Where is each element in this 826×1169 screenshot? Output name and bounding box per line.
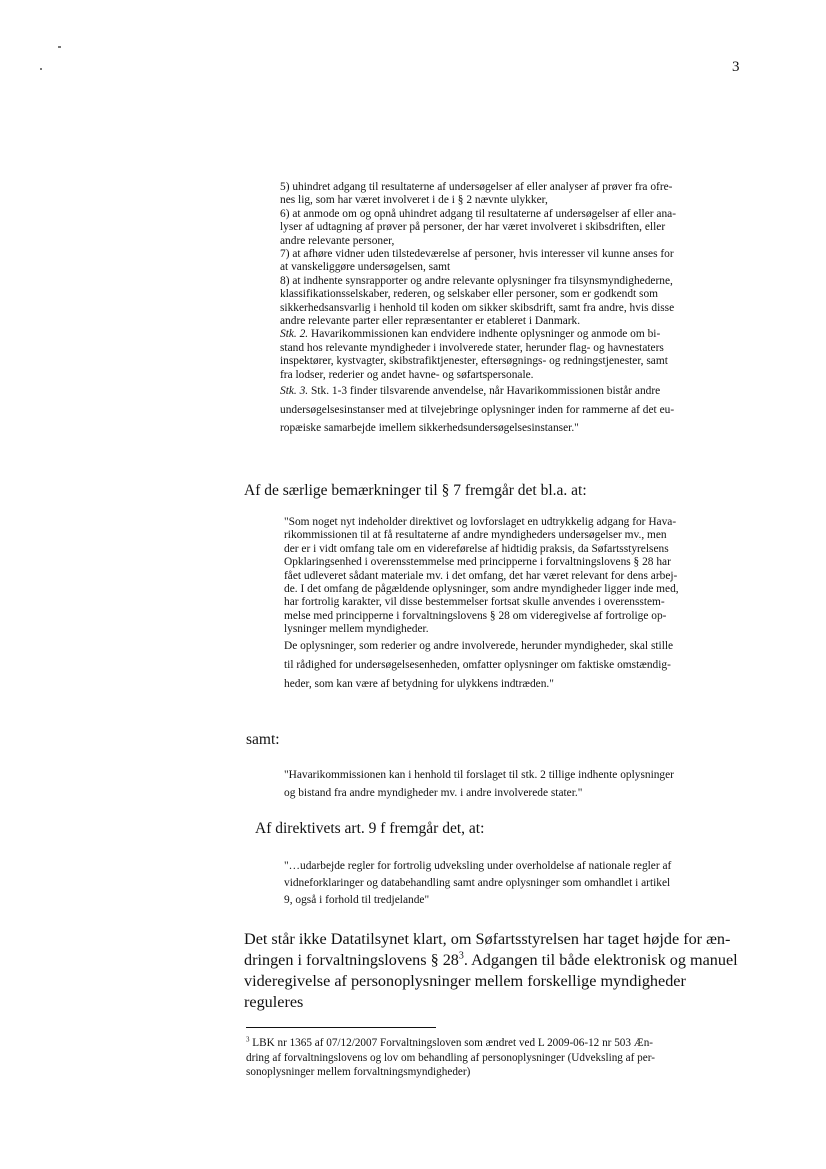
section-heading: samt: [246, 731, 280, 748]
body-line: videregivelse af personoplysninger mellem forskellige myndigheder reguleres [244, 972, 686, 1011]
stk2-label: Stk. 2. [280, 328, 309, 341]
stk2-quote [284, 766, 740, 802]
body-text: . Adgangen til både elektronisk og manuel [463, 951, 738, 969]
quote-line: klassifikationsselskaber, rederen, og selskaber eller personer, som er godkendt som [280, 288, 659, 301]
footnote-line: dring af forvaltningslovens og lov om behandling af personoplysninger (Udveksling af per- [246, 1051, 655, 1064]
quote-line: Opklaringsenhed i overensstemmelse med principperne i forvaltningslovens § 28 har [284, 556, 671, 569]
body-line: Det står ikke Datatilsynet klart, om Søfartsstyrelsen har taget højde for æn- [244, 930, 731, 948]
quote-line: undersøgelsesinstanser med at tilvejebringe oplysninger inden for rammerne af det eu- [280, 403, 675, 416]
section-heading: Af de særlige bemærkninger til § 7 fremgår det bl.a. at: [244, 482, 587, 499]
quote-line: vidneforklaringer og databehandling samt andre oplysninger som omhandlet i artikel [284, 877, 671, 889]
quote-line: har fortrolig karakter, vil disse bestemmelser fortsat skulle anvendes i overensstem- [284, 596, 665, 609]
footnote-line: sonoplysninger mellem forvaltningsmyndigheder) [246, 1066, 471, 1078]
quote-line: nes lig, som har været involveret i de i § 2 nævnte ulykker, [280, 194, 548, 207]
quote-line: stand hos relevante myndigheder i involverede stater, herunder flag- og havnestaters [280, 341, 664, 354]
quote-line: der er i vidt omfang tale om en videreførelse af hidtidig praksis, da Søfartsstyrelsens [284, 542, 669, 555]
stk2-paragraph [280, 328, 740, 341]
law-text-quote [280, 181, 740, 438]
remarks-quote [284, 516, 740, 694]
stk3-paragraph [280, 382, 740, 401]
page-number: 3 [732, 59, 740, 75]
footnote-reference: 3 [458, 950, 464, 962]
quote-line: andre relevante personer, [280, 234, 395, 247]
quote-line: fra lodser, rederier og andet havne- og søfartspersonale. [280, 368, 534, 381]
quote-line: "Som noget nyt indeholder direktivet og lovforslaget en udtrykkelig adgang for Hava- [284, 516, 677, 528]
footnote-divider [246, 1027, 436, 1028]
section-heading: Af direktivets art. 9 f fremgår det, at: [255, 820, 485, 837]
footnote-text: LBK nr 1365 af 07/12/2007 Forvaltningsloven som ændret ved L 2009-06-12 nr 503 Æn- [249, 1037, 654, 1049]
quote-line: Havarikommissionen kan endvidere indhente oplysninger og anmode om bi- [308, 328, 661, 341]
quote-line: de. I det omfang de pågældende oplysninger, som andre myndigheder ligger inde med, [284, 583, 679, 596]
directive-quote [284, 858, 740, 909]
quote-line: 8) at indhente synsrapporter og andre relevante oplysninger fra tilsynsmyndighederne, [280, 274, 673, 287]
quote-line: 6) at anmode om og opnå uhindret adgang til resultaterne af undersøgelser af eller ana- [280, 207, 676, 220]
body-line [244, 950, 744, 971]
quote-line: 9, også i forhold til tredjelande" [284, 894, 430, 906]
body-text: dringen i forvaltningslovens § 28 [244, 951, 459, 969]
quote-line: "…udarbejde regler for fortrolig udveksling under overholdelse af nationale regler af [284, 860, 672, 872]
quote-line: heder, som kan være af betydning for ulykkens indtræden." [284, 677, 554, 690]
quote-line: at vanskeliggøre undersøgelsen, samt [280, 261, 451, 274]
quote-line: og bistand fra andre myndigheder mv. i andre involverede stater." [284, 787, 583, 799]
quote-line: De oplysninger, som rederier og andre involverede, herunder myndigheder, skal stille [284, 639, 674, 652]
stk3-label: Stk. 3. [280, 385, 309, 398]
scan-speck [58, 46, 61, 48]
quote-line: Stk. 1-3 finder tilsvarende anvendelse, når Havarikommissionen bistår andre [308, 385, 661, 398]
quote-line: til rådighed for undersøgelsesenheden, omfatter oplysninger om faktiske omstændig- [284, 658, 671, 671]
quote-line: lyser af udtagning af prøver på personer, der har været involveret i skibsdriften, eller [280, 221, 666, 234]
quote-line: melse med principperne i forvaltningslovens § 28 om videregivelse af fortrolige op- [284, 609, 667, 622]
quote-line: andre relevante parter eller repræsentanter er etableret i Danmark. [280, 315, 581, 328]
footnote-line [246, 1036, 740, 1051]
footnote-marker: 3 [246, 1035, 250, 1044]
body-paragraph [244, 929, 744, 1013]
quote-line: lysninger mellem myndigheder. [284, 623, 429, 636]
quote-line: sikkerhedsansvarlig i henhold til koden om sikker skibsdrift, samt fra andre, hvis disse [280, 301, 675, 314]
quote-line: rikommissionen til at få resultaterne af andre myndigheders undersøgelser mv., men [284, 529, 667, 542]
quote-line: inspektører, kystvagter, skibstrafiktjenester, eftersøgnings- og redningstjenester, samt [280, 355, 668, 368]
quote-line: 5) uhindret adgang til resultaterne af undersøgelser af eller analyser af prøver fra ofre- [280, 181, 673, 193]
quote-line: "Havarikommissionen kan i henhold til forslaget til stk. 2 tillige indhente oplysninger [284, 769, 674, 781]
scan-speck [40, 68, 42, 70]
quote-line: ropæiske samarbejde imellem sikkerhedsundersøgelsesinstanser." [280, 422, 579, 435]
quote-line: fået udleveret sådant materiale mv. i det omfang, det har været relevant for dens arbej- [284, 569, 678, 582]
quote-line: 7) at afhøre vidner uden tilstedeværelse af personer, hvis interesser vil kunne anses for [280, 248, 674, 261]
footnote [246, 1036, 740, 1080]
